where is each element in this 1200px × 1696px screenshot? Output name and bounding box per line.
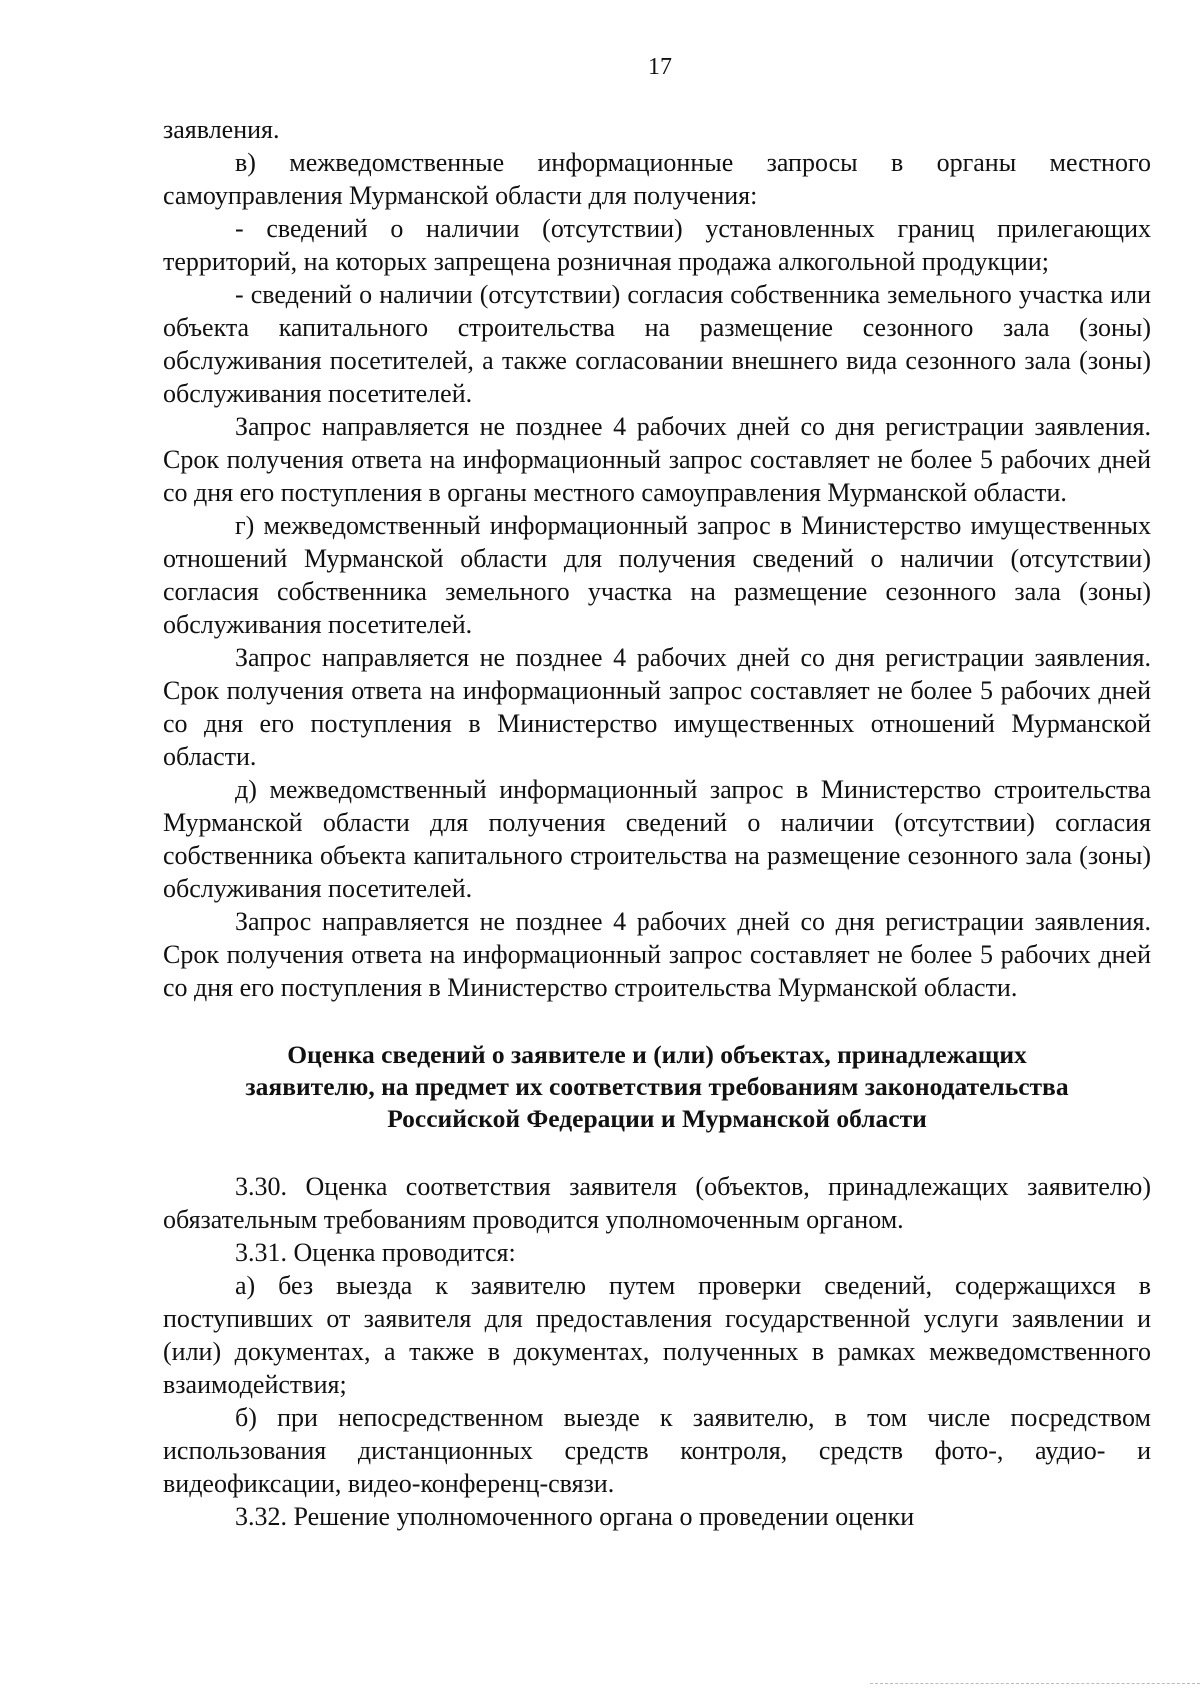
paragraph-item-d: д) межведомственный информационный запрос в Министерство строительства Мурманской области для получения сведений о наличии (отсутствии) согласия собственника объекта капитального строительства на размещение сезонного зала (зоны) обслуживания посетителей.: [163, 775, 1151, 903]
section-heading-line: заявителю, на предмет их соответствия требованиям законодательства: [245, 1072, 1069, 1101]
section-heading: [163, 1039, 1151, 1135]
paragraph-item-a: а) без выезда к заявителю путем проверки сведений, содержащихся в поступивших от заявителя для предоставления государственной услуги заявлении и (или) документах, а также в документах, полученных в рамках межведомственного взаимодействия;: [163, 1271, 1151, 1399]
paragraph-request-deadline-local: Запрос направляется не позднее 4 рабочих дней со дня регистрации заявления. Срок получения ответа на информационный запрос составляет не более 5 рабочих дней со дня его поступления в органы местного самоуправления Мурманской области.: [163, 412, 1151, 507]
page-number: 17: [648, 54, 672, 80]
paragraph-request-deadline-property: Запрос направляется не позднее 4 рабочих дней со дня регистрации заявления. Срок получения ответа на информационный запрос составляет не более 5 рабочих дней со дня его поступления в Министерство имущественных отношений Мурманской области.: [163, 643, 1151, 771]
paragraph-subitem-boundaries: - сведений о наличии (отсутствии) установленных границ прилегающих территорий, на которых запрещена розничная продажа алкогольной продукции;: [163, 214, 1151, 276]
paragraph-3-31: 3.31. Оценка проводится:: [235, 1238, 516, 1267]
footer-rule: [870, 1683, 1200, 1684]
document-body: [163, 113, 1151, 1533]
paragraph-item-g: г) межведомственный информационный запрос в Министерство имущественных отношений Мурманской области для получения сведений о наличии (отсутствии) согласия собственника земельного участка на размещение сезонного зала (зоны) обслуживания посетителей.: [163, 511, 1151, 639]
section-heading-line: Российской Федерации и Мурманской области: [387, 1104, 927, 1133]
paragraph-3-32: 3.32. Решение уполномоченного органа о проведении оценки: [235, 1502, 915, 1531]
paragraph-item-b: б) при непосредственном выезде к заявителю, в том числе посредством использования дистанционных средств контроля, средств фото-, аудио- и видеофиксации, видео-конференц-связи.: [163, 1403, 1151, 1498]
paragraph-request-deadline-construction: Запрос направляется не позднее 4 рабочих дней со дня регистрации заявления. Срок получения ответа на информационный запрос составляет не более 5 рабочих дней со дня его поступления в Министерство строительства Мурманской области.: [163, 907, 1151, 1002]
section-heading-line: Оценка сведений о заявителе и (или) объектах, принадлежащих: [287, 1040, 1027, 1069]
paragraph-continuation: заявления.: [163, 115, 280, 144]
paragraph-subitem-owner-consent: - сведений о наличии (отсутствии) согласия собственника земельного участка или объекта капитального строительства на размещение сезонного зала (зоны) обслуживания посетителей, а также согласовании внешнего вида сезонного зала (зоны) обслуживания посетителей.: [163, 280, 1151, 408]
paragraph-3-30: 3.30. Оценка соответствия заявителя (объектов, принадлежащих заявителю) обязательным требованиям проводится уполномоченным органом.: [163, 1172, 1151, 1234]
paragraph-item-v: в) межведомственные информационные запросы в органы местного самоуправления Мурманской области для получения:: [163, 148, 1151, 210]
